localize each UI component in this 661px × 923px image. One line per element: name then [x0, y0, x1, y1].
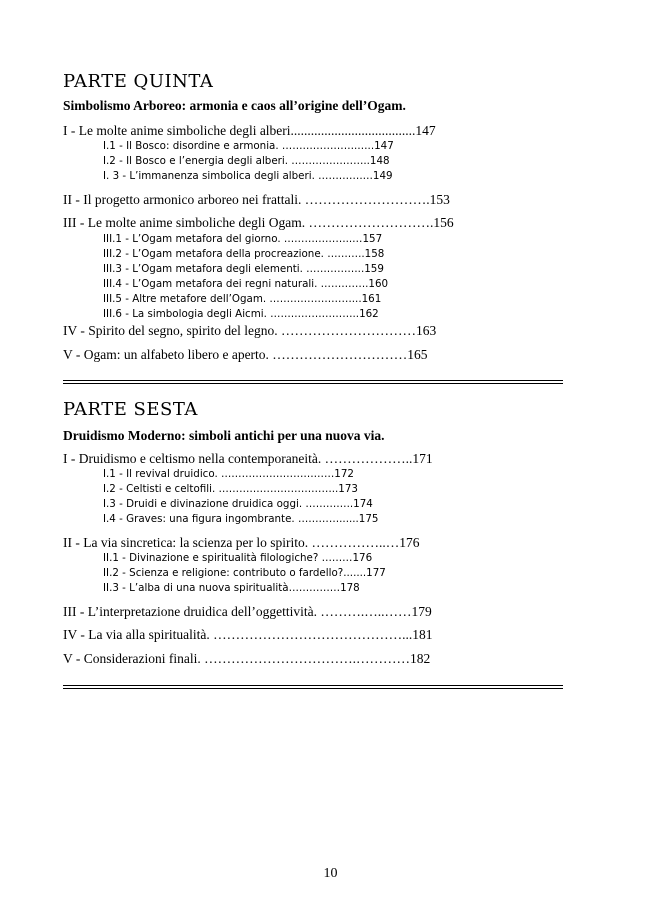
- toc-entry: III - Le molte anime simboliche degli Ogam. ……………………….156: [63, 215, 454, 230]
- toc-entry: II - Il progetto armonico arboreo nei frattali. ……………………….153: [63, 192, 450, 207]
- part-title-sesta: PARTE SESTA: [63, 399, 198, 420]
- toc-subentry: II.1 - Divinazione e spiritualità filologiche? ………176: [103, 552, 373, 564]
- toc-subentry: III.2 - L’Ogam metafora della procreazione. ………..158: [103, 248, 385, 260]
- toc-entry: III - L’interpretazione druidica dell’oggettività. ……….…..……179: [63, 604, 432, 619]
- toc-entry: I - Druidismo e celtismo nella contemporaneità. ………………..171: [63, 451, 433, 466]
- section-divider: [63, 380, 563, 381]
- section-divider: [63, 383, 563, 384]
- toc-entry: IV - Spirito del segno, spirito del legno. …………………………163: [63, 323, 437, 338]
- toc-subentry: I.3 - Druidi e divinazione druidica oggi. …………..174: [103, 498, 373, 510]
- part-subtitle-quinta: Simbolismo Arboreo: armonia e caos all’origine dell’Ogam.: [63, 98, 406, 113]
- toc-subentry: I. 3 - L’immanenza simbolica degli alberi. ………….…149: [103, 170, 393, 182]
- toc-entry: II - La via sincretica: la scienza per lo spirito. ……………..…176: [63, 535, 420, 550]
- toc-subentry: III.4 - L’Ogam metafora dei regni naturali. …………..160: [103, 278, 389, 290]
- toc-subentry: III.5 - Altre metafore dell’Ogam. ……………………...161: [103, 293, 382, 305]
- toc-entry: V - Considerazioni finali. …………………………….…………182: [63, 651, 431, 666]
- part-title-quinta: PARTE QUINTA: [63, 71, 214, 92]
- toc-subentry: III.3 - L’Ogam metafora degli elementi. ……………..159: [103, 263, 384, 275]
- page-number: 10: [323, 866, 338, 881]
- toc-subentry: II.3 - L’alba di una nuova spiritualità……………178: [103, 582, 360, 594]
- part-subtitle-sesta: Druidismo Moderno: simboli antichi per una nuova via.: [63, 428, 385, 443]
- toc-subentry: II.2 - Scienza e religione: contributo o fardello?.......177: [103, 567, 386, 579]
- toc-subentry: I.1 - Il Bosco: disordine e armonia. ………………….…..147: [103, 140, 394, 152]
- toc-subentry: III.6 - La simbologia degli Aicmi. ……………………..162: [103, 308, 379, 320]
- toc-entry: V - Ogam: un alfabeto libero e aperto. …………………………165: [63, 347, 428, 362]
- toc-subentry: I.1 - Il revival druidico. ……………………………172: [103, 468, 354, 480]
- toc-subentry: I.2 - Celtisti e celtofili. ……………………………..173: [103, 483, 358, 495]
- toc-entry: I - Le molte anime simboliche degli alberi.....................................147: [63, 123, 436, 138]
- toc-subentry: III.1 - L’Ogam metafora del giorno. ………………..…157: [103, 233, 383, 245]
- section-divider: [63, 685, 563, 686]
- toc-entry: IV - La via alla spiritualità. ……………………………………...181: [63, 627, 433, 642]
- toc-subentry: I.4 - Graves: una figura ingombrante. …………......175: [103, 513, 379, 525]
- section-divider: [63, 688, 563, 689]
- toc-subentry: I.2 - Il Bosco e l’energia degli alberi. …………………..148: [103, 155, 390, 167]
